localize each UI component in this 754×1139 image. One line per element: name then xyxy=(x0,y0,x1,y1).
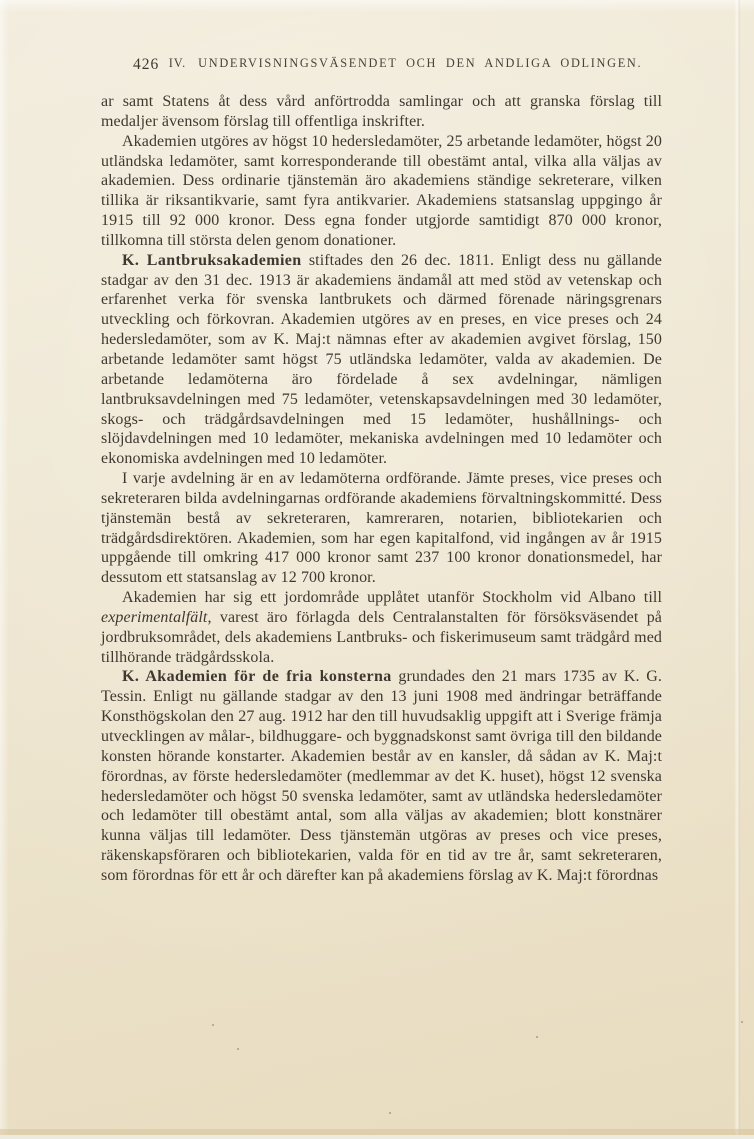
paragraph xyxy=(101,132,662,251)
page-number: 426 xyxy=(133,56,160,73)
dust-speck xyxy=(237,1048,239,1050)
dust-speck xyxy=(212,1024,214,1026)
page-body xyxy=(101,92,662,886)
paragraph xyxy=(101,251,662,469)
page-top-edge xyxy=(0,0,754,12)
running-title-text: UNDERVISNINGSVÄSENDET OCH DEN ANDLIGA ODLINGEN. xyxy=(198,56,643,70)
text-run: Akademien utgöres av högst 10 hedersledamöter, 25 arbetande ledamöter, högst 20 utländska ledamöter, samt korresponderande till obestämt antal, vilka alla väljas av akademien. Dess ordinarie tjänstemän äro akademiens ständige sekreterare, vilken tillika är riksantikvarie, samt fyra antikvarier. Akademiens statsanslag uppgingo år 1915 till 92 000 kronor. Dess egna fonder utgjorde samtidigt 870 000 kronor, tillkomna till största delen genom donationer. xyxy=(101,132,662,249)
bold-lead-run: K. Akademien för de fria konsterna xyxy=(122,668,392,686)
paragraph xyxy=(101,469,662,588)
running-title xyxy=(101,56,662,71)
page-bottom-edge-strip xyxy=(0,1135,754,1139)
page-left-edge xyxy=(0,0,9,1139)
paragraph xyxy=(101,588,662,667)
dust-speck xyxy=(536,1036,538,1038)
dust-speck xyxy=(389,1112,391,1114)
text-run: ar samt Statens åt dess vård anförtrodda samlingar och att granska förslag till medaljer ävensom förslag till offentliga inskrifter. xyxy=(101,93,662,130)
section-number: IV. xyxy=(168,56,187,70)
bold-lead-run: K. Lantbruksakademien xyxy=(122,251,302,269)
text-run: grundades den 21 mars 1735 av K. G. Tessin. Enligt nu gällande stadgar av den 13 juni 1908 med ändringar beträffande Konsthögskolan den 27 aug. 1912 har den till huvudsaklig uppgift att i Sverige främja utvecklingen av målar-, bildhuggare- och byggnadskonst samt övriga till den bildande konsten hörande konstarter. Akademien består av en kansler, då sådan av K. Maj:t förordnas, av förste hedersledamöter (medlemmar av det K. huset), högst 12 svenska hedersledamöter och högst 50 svenska ledamöter, samt av utländska hedersledamöter och ledamöter till obestämt antal, som alla väljas av akademien; blott konstnärer kunna väljas till ledamöter. Dess tjänstemän utgöras av preses och vice preses, räkenskapsföraren och bibliotekarien, valda för en tid av tre år, samt sekreteraren, som förordnas för ett år och därefter kan på akademiens förslag av K. Maj:t förordnas xyxy=(101,668,663,884)
italic-run: experimentalfält xyxy=(101,608,208,626)
paragraph xyxy=(101,667,662,885)
page-right-crease xyxy=(734,0,740,1139)
text-run: , varest äro förlagda dels Centralanstalten för försöksväsendet på jordbruksområdet, dels akademiens Lantbruks- och fiskerimuseum samt trädgård med tillhörande trädgårdsskola. xyxy=(101,608,662,666)
page-header xyxy=(101,56,662,78)
text-run: Akademien har sig ett jordområde upplåtet utanför Stockholm vid Albano till xyxy=(122,589,662,607)
paragraph xyxy=(101,92,662,132)
dust-speck xyxy=(741,1021,743,1023)
text-run: I varje avdelning är en av ledamöterna ordförande. Jämte preses, vice preses och sekreteraren bilda avdelningarnas ordförande akademiens förvaltningskommitté. Dess tjänstemän bestå av sekreteraren, kamreraren, notarien, bibliotekarien och trädgårdsdirektören. Akademien, som har egen kapitalfond, vid ingången av år 1915 uppgående till omkring 417 000 kronor samt 237 100 kronor donationsmedel, har dessutom ett statsanslag av 12 700 kronor. xyxy=(101,470,662,587)
text-run: stiftades den 26 dec. 1811. Enligt dess nu gällande stadgar av den 31 dec. 1913 är akademiens ändamål att med stöd av vetenskap och erfarenhet verka för svenska lantbrukets och därmed förenade näringsgrenars utveckling och förkovran. Akademien utgöres av en preses, en vice preses och 24 hedersledamöter, som av K. Maj:t nämnas efter av akademien avgivet förslag, 150 arbetande ledamöter samt högst 75 utländska ledamöter, valda av akademien. De arbetande ledamöterna äro fördelade å sex avdelningar, nämligen lantbruksavdelningen med 75 ledamöter, vetenskapsavdelningen med 30 ledamöter, skogs- och trädgårdsavdelningen med 15 ledamöter, hushållnings- och slöjdavdelningen med 10 ledamöter, mekaniska avdelningen med 10 ledamöter och ekonomiska avdelningen med 10 ledamöter. xyxy=(101,251,662,468)
